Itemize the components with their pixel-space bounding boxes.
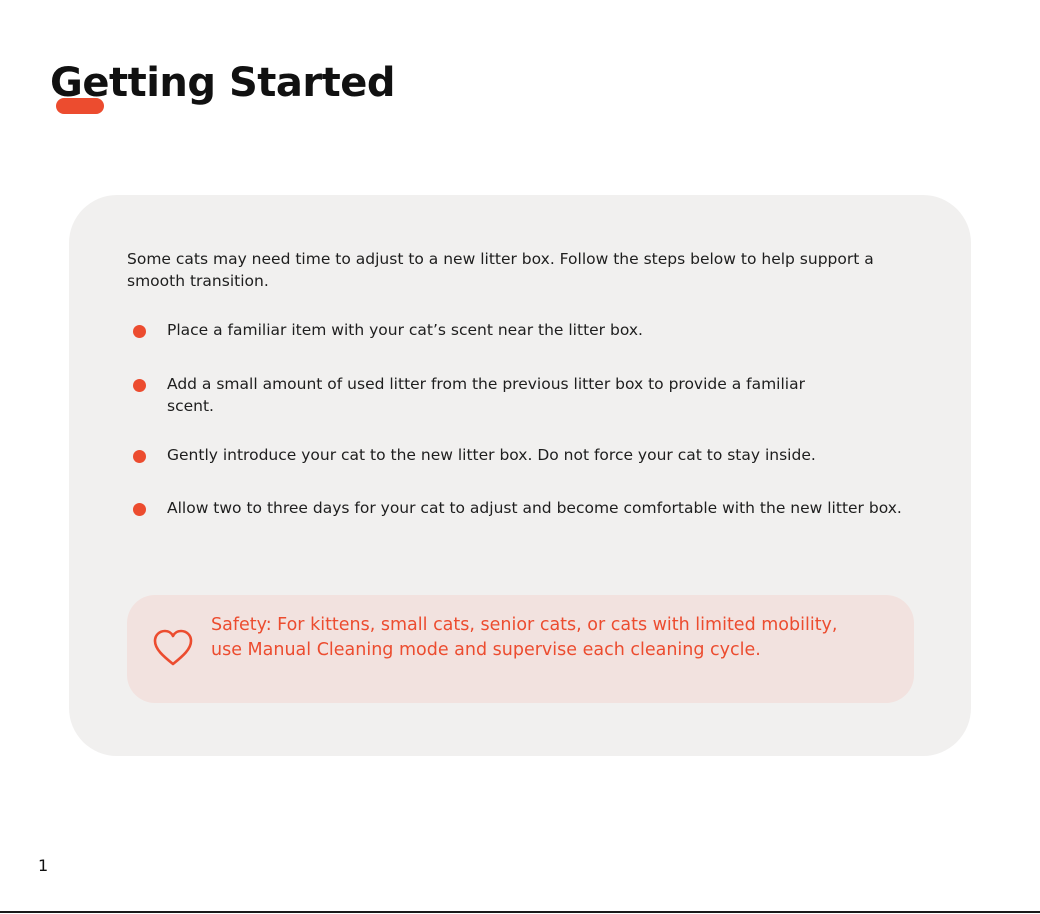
intro-text: Some cats may need time to adjust to a new litter box. Follow the steps below to help support a smooth transition. bbox=[127, 250, 874, 290]
page-title: Getting Started bbox=[50, 60, 395, 106]
step-text: Allow two to three days for your cat to adjust and become comfortable with the new litter box. bbox=[167, 499, 902, 517]
instructions-card bbox=[69, 195, 971, 756]
page-number: 1 bbox=[38, 856, 49, 875]
step-text: Place a familiar item with your cat’s scent near the litter box. bbox=[167, 321, 643, 339]
bullet-dot-icon bbox=[133, 503, 146, 516]
bullet-dot-icon bbox=[133, 325, 146, 338]
step-text: Gently introduce your cat to the new litter box. Do not force your cat to stay inside. bbox=[167, 446, 816, 464]
bottom-divider bbox=[0, 911, 1040, 913]
title-block bbox=[50, 58, 395, 108]
safety-text: Safety: For kittens, small cats, senior cats, or cats with limited mobility, use Manual Cleaning mode and supervise each cleaning cycle. bbox=[211, 615, 838, 660]
step-text: Add a small amount of used litter from the previous litter box to provide a familiar scent. bbox=[167, 375, 805, 415]
safety-callout bbox=[127, 595, 914, 703]
bullet-dot-icon bbox=[133, 379, 146, 392]
heart-icon bbox=[151, 627, 195, 669]
bullet-dot-icon bbox=[133, 450, 146, 463]
